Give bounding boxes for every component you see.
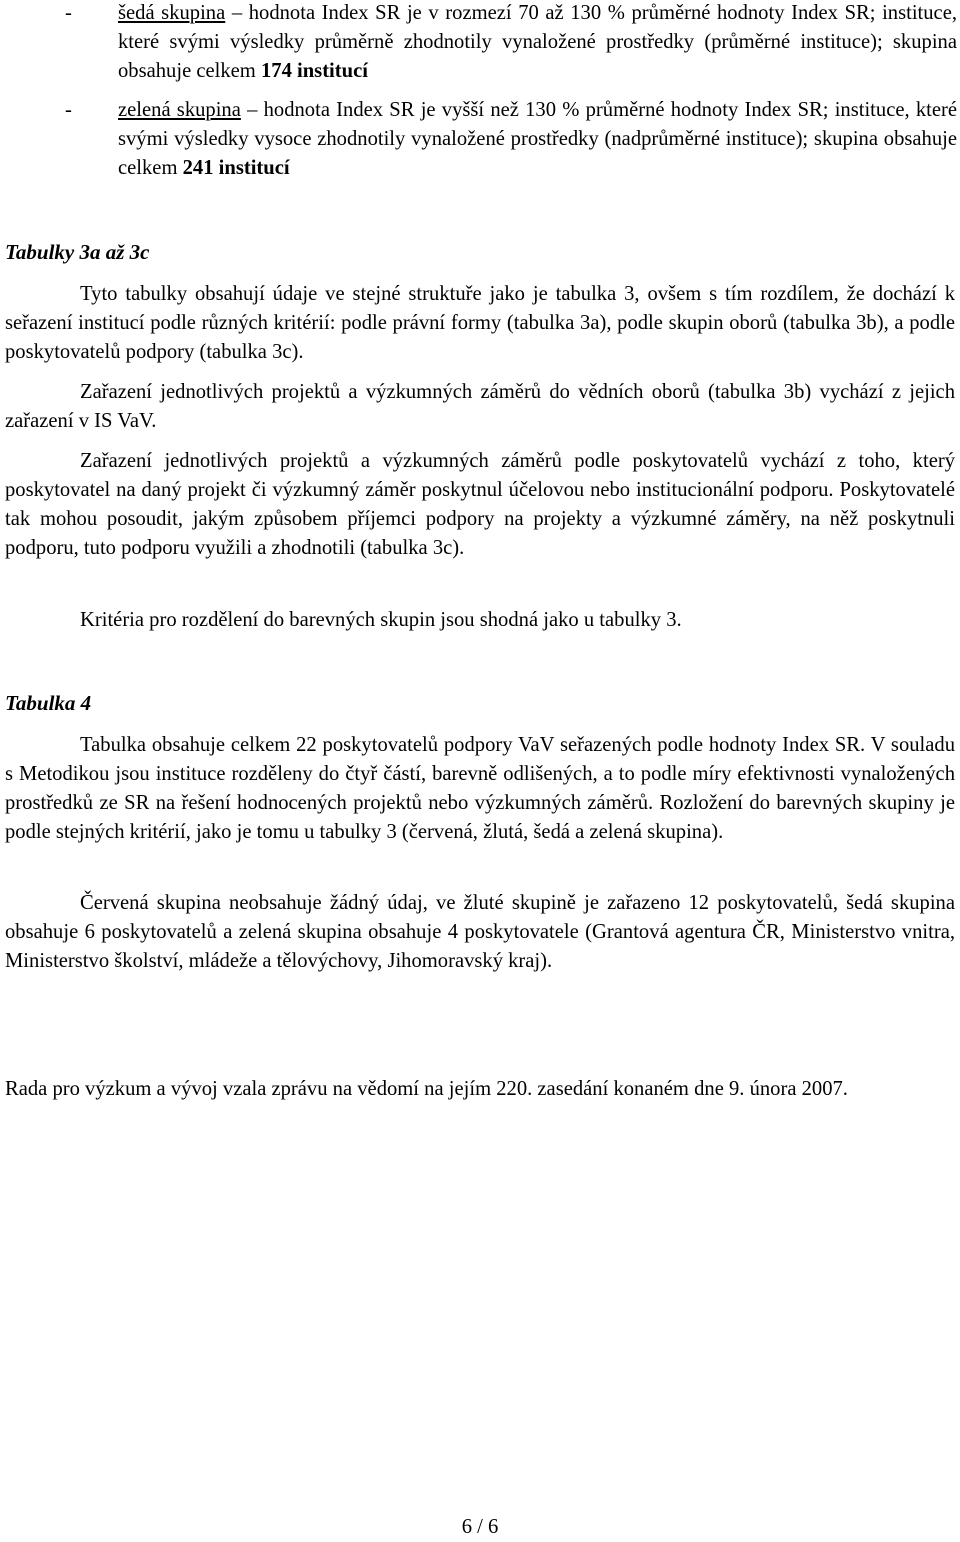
section-heading-table-4: Tabulka 4 bbox=[5, 691, 92, 715]
paragraph: Zařazení jednotlivých projektů a výzkumných záměrů do vědních oborů (tabulka 3b) vychází z jejich zařazení v IS VaV. bbox=[5, 381, 955, 432]
group-name: zelená skupina bbox=[118, 99, 241, 121]
group-count: 174 institucí bbox=[260, 60, 368, 82]
bullet-text bbox=[118, 0, 957, 86]
bullet-text bbox=[118, 96, 957, 183]
bullet-dash: - bbox=[65, 99, 72, 121]
closing-statement: Rada pro výzkum a vývoj vzala zprávu na vědomí na jejím 220. zasedání konaném dne 9. února 2007. bbox=[5, 1078, 848, 1100]
section-heading-tables-3a-3c: Tabulky 3a až 3c bbox=[5, 240, 150, 264]
group-description: – hodnota Index SR je vyšší než 130 % průměrné hodnoty Index SR; instituce, které svými výsledky vysoce zhodnotily vynaložené prostředky (nadprůměrné instituce); skupina obsahuje celkem bbox=[118, 99, 957, 179]
group-description: – hodnota Index SR je v rozmezí 70 až 130 % průměrné hodnoty Index SR; instituce, které svými výsledky průměrně zhodnotily vynaložené prostředky (průměrné instituce); skupina obsahuje celkem bbox=[118, 2, 957, 82]
bullet-dash: - bbox=[65, 2, 72, 24]
bullet-green-group bbox=[5, 96, 957, 183]
paragraph: Zařazení jednotlivých projektů a výzkumných záměrů podle poskytovatelů vychází z toho, který poskytovatel na daný projekt či výzkumný záměr poskytnul účelovou nebo institucionální podporu. Poskytovatelé tak mohou posoudit, jakým způsobem příjemci podpory na projekty a výzkumné záměry, na něž poskytnuli podporu, tuto podporu využili a zhodnotili (tabulka 3c). bbox=[5, 450, 955, 559]
group-count: 241 institucí bbox=[182, 157, 290, 179]
paragraph: Tyto tabulky obsahují údaje ve stejné struktuře jako je tabulka 3, ovšem s tím rozdílem, že dochází k seřazení institucí podle různých kritérií: podle právní formy (tabulka 3a), podle skupin oborů (tabulka 3b), a podle poskytovatelů podpory (tabulka 3c). bbox=[5, 283, 955, 363]
bullet-grey-group bbox=[5, 0, 957, 86]
paragraph: Červená skupina neobsahuje žádný údaj, ve žluté skupině je zařazeno 12 poskytovatelů, šedá skupina obsahuje 6 poskytovatelů a zelená skupina obsahuje 4 poskytovatele (Grantová agentura ČR, Ministerstvo vnitra, Ministerstvo školství, mládeže a tělovýchovy, Jihomoravský kraj). bbox=[5, 892, 955, 972]
page-number: 6 / 6 bbox=[461, 1516, 499, 1538]
paragraph: Tabulka obsahuje celkem 22 poskytovatelů podpory VaV seřazených podle hodnoty Index SR. V souladu s Metodikou jsou instituce rozděleny do čtyř částí, barevně odlišených, a to podle míry efektivnosti vynaložených prostředků ze SR na řešení hodnocených projektů nebo výzkumných záměrů. Rozložení do barevných skupiny je podle stejných kritérií, jako je tomu u tabulky 3 (červená, žlutá, šedá a zelená skupina). bbox=[5, 734, 955, 843]
group-name: šedá skupina bbox=[118, 2, 226, 24]
paragraph: Kritéria pro rozdělení do barevných skupin jsou shodná jako u tabulky 3. bbox=[80, 609, 682, 631]
